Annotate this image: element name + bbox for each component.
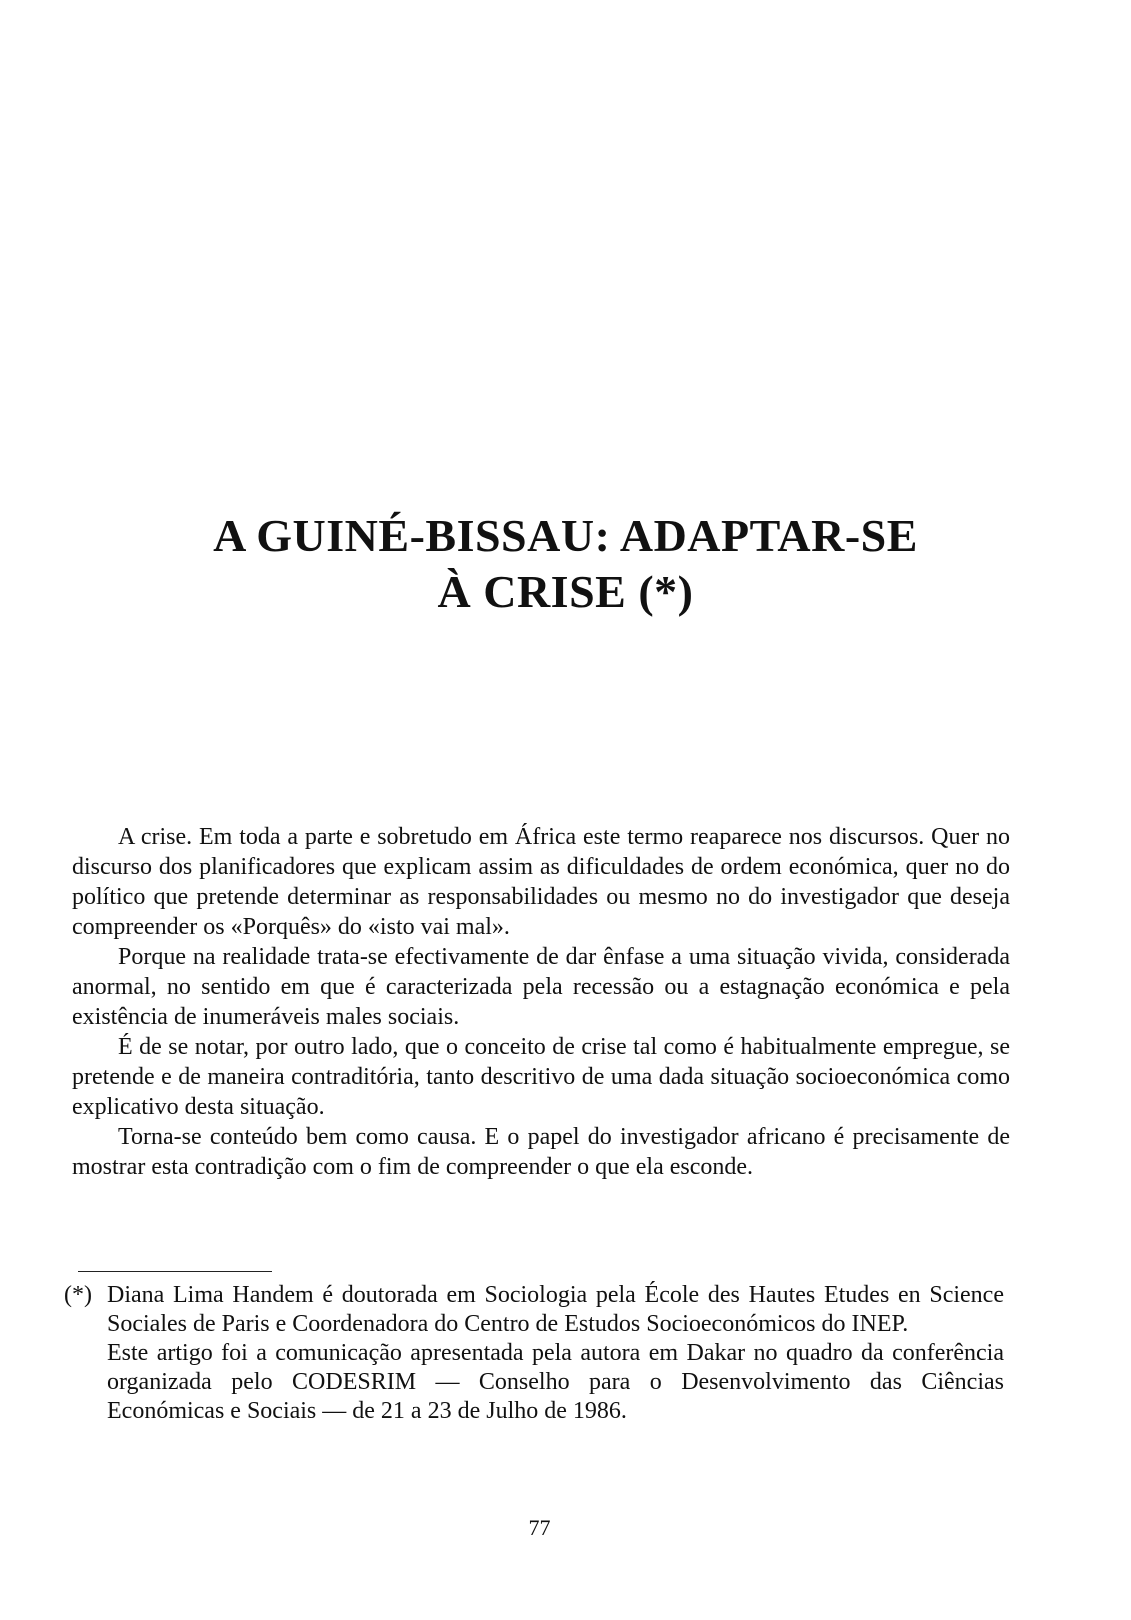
article-title-line-2: À CRISE (*) bbox=[437, 566, 694, 617]
page-number: 77 bbox=[528, 1515, 551, 1540]
footnote-author-note: Diana Lima Handem é doutorada em Sociologia pela École des Hautes Etudes en Science Sociales de Paris e Coordenadora do Centro de Estudos Socioeconómicos do INEP. bbox=[107, 1282, 1004, 1337]
body-paragraph-3: É de se notar, por outro lado, que o conceito de crise tal como é habitualmente empregue, se pretende e de maneira contraditória, tanto descritivo de uma dada situação socioeconómica como explicativo desta situação. bbox=[72, 1034, 1010, 1120]
article-title-line-1: A GUINÉ-BISSAU: ADAPTAR-SE bbox=[213, 510, 918, 561]
footnote-divider bbox=[78, 1271, 272, 1272]
footnote bbox=[64, 1281, 1004, 1426]
footnote-content bbox=[107, 1281, 1004, 1426]
footnote-block bbox=[64, 1281, 1004, 1426]
footnote-conference-note: Este artigo foi a comunicação apresentada pela autora em Dakar no quadro da conferência organizada pelo CODESRIM — Conselho para o Desenvolvimento das Ciências Económicas e Sociais — de 21 a 23 de Julho de 1986. bbox=[107, 1340, 1004, 1424]
article-body bbox=[72, 822, 1010, 1182]
body-paragraph-4: Torna-se conteúdo bem como causa. E o papel do investigador africano é precisamente de mostrar esta contradição com o fim de compreender o que ela esconde. bbox=[72, 1124, 1010, 1180]
body-paragraph-2: Porque na realidade trata-se efectivamente de dar ênfase a uma situação vivida, considerada anormal, no sentido em que é caracterizada pela recessão ou a estagnação económica e pela existência de inumeráveis males sociais. bbox=[72, 944, 1010, 1030]
body-paragraph-1: A crise. Em toda a parte e sobretudo em África este termo reaparece nos discursos. Quer no discurso dos planificadores que explicam assim as dificuldades de ordem económica, quer no do político que pretende determinar as responsabilidades ou mesmo no do investigador que deseja compreender os «Porquês» do «isto vai mal». bbox=[72, 824, 1010, 940]
footnote-marker: (*) bbox=[64, 1282, 92, 1308]
